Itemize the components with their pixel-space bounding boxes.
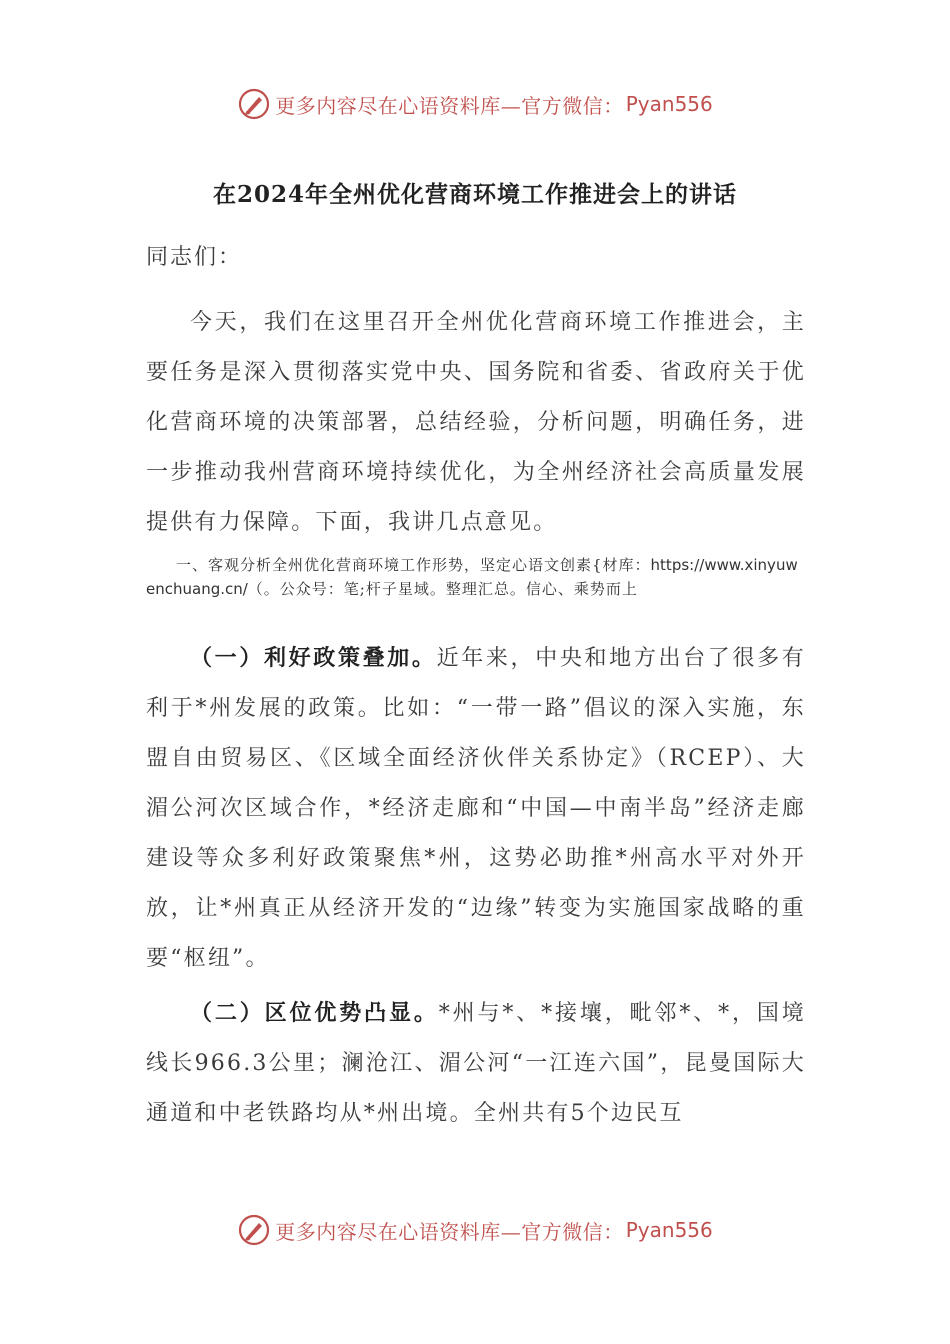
subsection-policy-lead: （一）利好政策叠加。 [190, 645, 437, 671]
pen-seal-icon [237, 87, 271, 121]
heading-url: https://www.xinyuwenchuang.cn/ [146, 556, 798, 598]
subsection-location-lead: （二）区位优势凸显。 [190, 1000, 439, 1026]
salutation: 同志们： [146, 245, 243, 270]
document-title: 在2024年全州优化营商环境工作推进会上的讲话 [212, 181, 737, 208]
heading-text-part1: 一、客观分析全州优化营商环境工作形势，坚定心语文创素{材库： [176, 556, 651, 574]
subsection-location-body: *州与*、*接壤，毗邻*、*，国境线长966.3公里；澜沧江、湄公河“一江连六国”，昆曼国际大通道和中老铁路均从*州出境。全州共有5个边民互 [146, 1001, 806, 1126]
heading-text-part2: （。公众号：笔;杆子星域。整理汇总。信心、乘势而上 [247, 580, 638, 598]
subsection-location [146, 988, 806, 1139]
intro-paragraph: 今天，我们在这里召开全州优化营商环境工作推进会，主要任务是深入贯彻落实党中央、国务院和省委、省政府关于优化营商环境的决策部署，总结经验，分析问题，明确任务，进一步推动我州营商环境持续优化，为全州经济社会高质量发展提供有力保障。下面，我讲几点意见。 [146, 310, 806, 535]
subsection-policy-body: 近年来，中央和地方出台了很多有利于*州发展的政策。比如：“一带一路”倡议的深入实施，东盟自由贸易区、《区域全面经济伙伴关系协定》（RCEP）、大湄公河次区域合作，*经济走廊和“中国—中南半岛”经济走廊建设等众多利好政策聚焦*州，这势必助推*州高水平对外开放，让*州真正从经济开发的“边缘”转变为实施国家战略的重要“枢纽”。 [146, 646, 806, 971]
footer-banner [0, 1208, 950, 1252]
banner-handle: Pyan556 [625, 1218, 713, 1242]
header-banner [0, 82, 950, 126]
banner-text: 更多内容尽在心语资料库—官方微信： [275, 93, 624, 118]
banner-text: 更多内容尽在心语资料库—官方微信： [275, 1219, 624, 1244]
banner-handle: Pyan556 [625, 92, 713, 116]
subsection-policy [146, 633, 806, 984]
section-heading-1 [146, 553, 806, 601]
pen-seal-icon [237, 1213, 271, 1247]
